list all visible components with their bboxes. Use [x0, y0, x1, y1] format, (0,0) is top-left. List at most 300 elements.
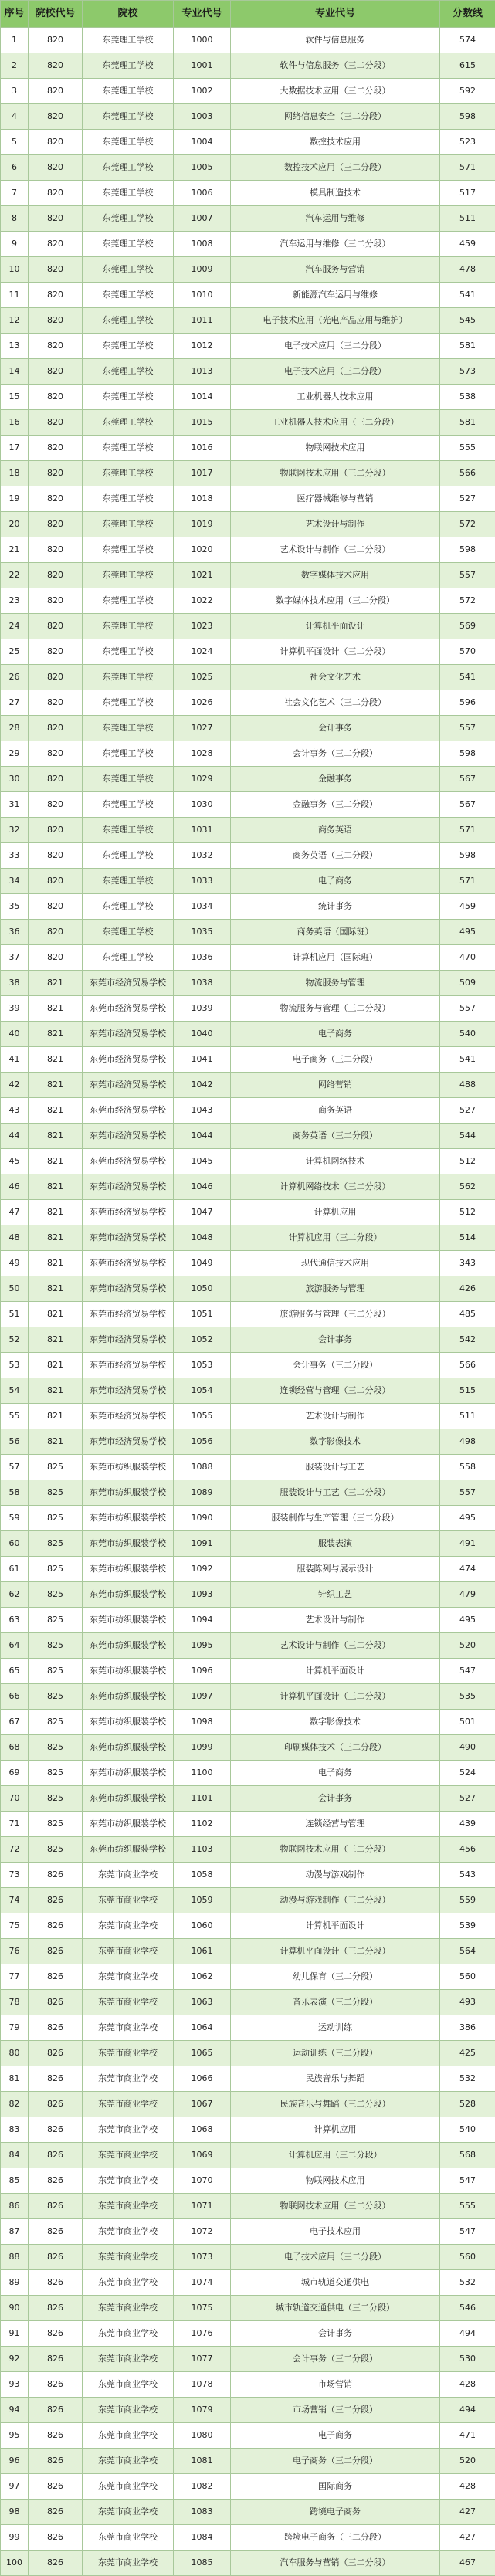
- cell-score: 491: [440, 1531, 495, 1557]
- table-row: [1, 1073, 495, 1098]
- table-row: [1, 537, 495, 563]
- cell-major: 电子技术应用（三二分段）: [231, 359, 440, 385]
- table-row: [1, 1429, 495, 1455]
- cell-score: 543: [440, 1863, 495, 1888]
- cell-school: 东莞市经济贸易学校: [83, 1429, 174, 1455]
- cell-major-code: 1030: [174, 792, 231, 818]
- cell-index: 26: [1, 665, 29, 690]
- cell-major: 计算机平面设计: [231, 1659, 440, 1684]
- cell-school: 东莞市纺织服装学校: [83, 1735, 174, 1761]
- cell-school-code: 826: [29, 2296, 83, 2321]
- table-row: [1, 1124, 495, 1149]
- cell-index: 85: [1, 2168, 29, 2194]
- table-row: [1, 690, 495, 716]
- cell-major: 运动训练: [231, 2015, 440, 2041]
- cell-index: 4: [1, 104, 29, 130]
- cell-major: 跨境电子商务（三二分段）: [231, 2525, 440, 2551]
- cell-score: 598: [440, 843, 495, 869]
- cell-major: 软件与信息服务（三二分段）: [231, 53, 440, 79]
- table-row: [1, 130, 495, 155]
- cell-index: 66: [1, 1684, 29, 1710]
- cell-major: 民族音乐与舞蹈: [231, 2066, 440, 2092]
- cell-major: 电子商务（三二分段）: [231, 2449, 440, 2474]
- cell-score: 562: [440, 1174, 495, 1200]
- cell-major: 电子商务: [231, 869, 440, 894]
- table-row: [1, 1149, 495, 1174]
- cell-school-code: 826: [29, 2168, 83, 2194]
- cell-school-code: 826: [29, 2347, 83, 2372]
- cell-school-code: 820: [29, 920, 83, 945]
- cell-major: 会计事务: [231, 1327, 440, 1353]
- cell-school: 东莞理工学校: [83, 563, 174, 588]
- cell-index: 65: [1, 1659, 29, 1684]
- cell-school-code: 821: [29, 1200, 83, 1225]
- cell-major-code: 1095: [174, 1633, 231, 1659]
- cell-school: 东莞理工学校: [83, 410, 174, 436]
- cell-school: 东莞市经济贸易学校: [83, 1124, 174, 1149]
- cell-major-code: 1075: [174, 2296, 231, 2321]
- cell-school-code: 821: [29, 1174, 83, 1200]
- table-row: [1, 1378, 495, 1404]
- table-row: [1, 1455, 495, 1480]
- cell-major: 幼儿保育（三二分段）: [231, 1964, 440, 1990]
- cell-school-code: 826: [29, 2321, 83, 2347]
- cell-index: 22: [1, 563, 29, 588]
- cell-school-code: 820: [29, 436, 83, 461]
- cell-index: 19: [1, 486, 29, 512]
- cell-major-code: 1018: [174, 486, 231, 512]
- cell-school: 东莞理工学校: [83, 181, 174, 206]
- cell-index: 83: [1, 2117, 29, 2143]
- cell-major-code: 1041: [174, 1047, 231, 1073]
- cell-school-code: 825: [29, 1786, 83, 1812]
- cell-score: 598: [440, 104, 495, 130]
- cell-major: 计算机应用: [231, 1200, 440, 1225]
- cell-major-code: 1001: [174, 53, 231, 79]
- cell-index: 51: [1, 1302, 29, 1327]
- cell-major-code: 1063: [174, 1990, 231, 2015]
- cell-index: 34: [1, 869, 29, 894]
- cell-major: 计算机平面设计: [231, 614, 440, 639]
- cell-major: 商务英语: [231, 1098, 440, 1124]
- cell-school: 东莞市商业学校: [83, 1888, 174, 1913]
- cell-school-code: 825: [29, 1633, 83, 1659]
- cell-major-code: 1029: [174, 767, 231, 792]
- cell-score: 615: [440, 53, 495, 79]
- cell-major: 新能源汽车运用与维修: [231, 283, 440, 308]
- cell-index: 23: [1, 588, 29, 614]
- cell-school-code: 821: [29, 1098, 83, 1124]
- cell-school: 东莞理工学校: [83, 894, 174, 920]
- cell-major: 服装表演: [231, 1531, 440, 1557]
- cell-major-code: 1069: [174, 2143, 231, 2168]
- cell-index: 75: [1, 1913, 29, 1939]
- cell-index: 98: [1, 2500, 29, 2525]
- cell-index: 46: [1, 1174, 29, 1200]
- header-major-code: 专业代号: [174, 1, 231, 28]
- cell-major: 汽车运用与维修: [231, 206, 440, 232]
- cell-score: 573: [440, 359, 495, 385]
- cell-school-code: 820: [29, 818, 83, 843]
- cell-major-code: 1028: [174, 741, 231, 767]
- cell-score: 557: [440, 563, 495, 588]
- cell-index: 84: [1, 2143, 29, 2168]
- cell-major-code: 1100: [174, 1761, 231, 1786]
- cell-score: 574: [440, 28, 495, 53]
- cell-school: 东莞市商业学校: [83, 1939, 174, 1964]
- cell-school: 东莞理工学校: [83, 767, 174, 792]
- cell-school-code: 820: [29, 206, 83, 232]
- cell-score: 568: [440, 2143, 495, 2168]
- cell-major: 物联网技术应用（三二分段）: [231, 2194, 440, 2219]
- cell-school: 东莞市商业学校: [83, 2015, 174, 2041]
- cell-major-code: 1050: [174, 1276, 231, 1302]
- cell-index: 38: [1, 971, 29, 996]
- cell-score: 535: [440, 1684, 495, 1710]
- cell-school: 东莞理工学校: [83, 385, 174, 410]
- cell-score: 517: [440, 181, 495, 206]
- cell-school: 东莞市商业学校: [83, 1863, 174, 1888]
- cell-school: 东莞市纺织服装学校: [83, 1659, 174, 1684]
- table-row: [1, 1480, 495, 1506]
- cell-school: 东莞市商业学校: [83, 2321, 174, 2347]
- cell-index: 100: [1, 2551, 29, 2576]
- cell-major-code: 1035: [174, 920, 231, 945]
- cell-school: 东莞市商业学校: [83, 2245, 174, 2270]
- cell-index: 89: [1, 2270, 29, 2296]
- cell-major-code: 1067: [174, 2092, 231, 2117]
- cell-school: 东莞市商业学校: [83, 2500, 174, 2525]
- cell-major-code: 1051: [174, 1302, 231, 1327]
- cell-major-code: 1052: [174, 1327, 231, 1353]
- cell-index: 45: [1, 1149, 29, 1174]
- cell-school: 东莞理工学校: [83, 232, 174, 257]
- cell-index: 42: [1, 1073, 29, 1098]
- cell-school-code: 820: [29, 843, 83, 869]
- cell-major: 艺术设计与制作: [231, 1608, 440, 1633]
- cell-school-code: 825: [29, 1608, 83, 1633]
- cell-school-code: 825: [29, 1531, 83, 1557]
- cell-index: 62: [1, 1582, 29, 1608]
- cell-school-code: 826: [29, 2500, 83, 2525]
- cell-school: 东莞市商业学校: [83, 2347, 174, 2372]
- cell-school: 东莞市纺织服装学校: [83, 1710, 174, 1735]
- cell-school-code: 821: [29, 1124, 83, 1149]
- cell-index: 30: [1, 767, 29, 792]
- cell-index: 61: [1, 1557, 29, 1582]
- cell-score: 532: [440, 2066, 495, 2092]
- cell-school: 东莞理工学校: [83, 359, 174, 385]
- cell-school: 东莞市经济贸易学校: [83, 1302, 174, 1327]
- cell-index: 29: [1, 741, 29, 767]
- cell-school: 东莞市商业学校: [83, 2474, 174, 2500]
- table-row: [1, 79, 495, 104]
- cell-major: 旅游服务与管理: [231, 1276, 440, 1302]
- cell-score: 527: [440, 486, 495, 512]
- cell-school-code: 820: [29, 894, 83, 920]
- cell-score: 592: [440, 79, 495, 104]
- cell-school-code: 820: [29, 53, 83, 79]
- cell-score: 494: [440, 2321, 495, 2347]
- cell-school: 东莞市商业学校: [83, 2398, 174, 2423]
- cell-school: 东莞理工学校: [83, 461, 174, 486]
- cell-major-code: 1079: [174, 2398, 231, 2423]
- table-row: [1, 1964, 495, 1990]
- cell-major-code: 1042: [174, 1073, 231, 1098]
- cell-school-code: 821: [29, 1429, 83, 1455]
- cell-major: 电子技术应用（三二分段）: [231, 334, 440, 359]
- table-row: [1, 1888, 495, 1913]
- table-row: [1, 436, 495, 461]
- cell-major: 数字媒体技术应用: [231, 563, 440, 588]
- cell-major: 计算机网络技术（三二分段）: [231, 1174, 440, 1200]
- cell-major-code: 1009: [174, 257, 231, 283]
- table-row: [1, 1302, 495, 1327]
- cell-index: 11: [1, 283, 29, 308]
- cell-school-code: 821: [29, 1353, 83, 1378]
- cell-major-code: 1032: [174, 843, 231, 869]
- cell-index: 55: [1, 1404, 29, 1429]
- cell-index: 7: [1, 181, 29, 206]
- cell-score: 527: [440, 1098, 495, 1124]
- cell-major: 物联网技术应用: [231, 2168, 440, 2194]
- table-row: [1, 818, 495, 843]
- cell-school-code: 825: [29, 1837, 83, 1863]
- table-row: [1, 334, 495, 359]
- cell-school: 东莞市纺织服装学校: [83, 1786, 174, 1812]
- cell-score: 386: [440, 2015, 495, 2041]
- cell-major-code: 1055: [174, 1404, 231, 1429]
- cell-major: 艺术设计与制作（三二分段）: [231, 537, 440, 563]
- cell-major-code: 1103: [174, 1837, 231, 1863]
- cell-school-code: 826: [29, 2245, 83, 2270]
- cell-major-code: 1017: [174, 461, 231, 486]
- cell-index: 97: [1, 2474, 29, 2500]
- cell-school-code: 820: [29, 792, 83, 818]
- table-row: [1, 1251, 495, 1276]
- cell-score: 581: [440, 334, 495, 359]
- cell-major: 艺术设计与制作: [231, 512, 440, 537]
- cell-score: 490: [440, 1735, 495, 1761]
- cell-major: 连锁经营与管理: [231, 1812, 440, 1837]
- table-row: [1, 1608, 495, 1633]
- cell-major: 汽车运用与维修（三二分段）: [231, 232, 440, 257]
- cell-major: 服装设计与工艺: [231, 1455, 440, 1480]
- cell-score: 474: [440, 1557, 495, 1582]
- header-major: 专业代号: [231, 1, 440, 28]
- cell-index: 58: [1, 1480, 29, 1506]
- cell-major-code: 1021: [174, 563, 231, 588]
- cell-school: 东莞市商业学校: [83, 2372, 174, 2398]
- cell-school-code: 825: [29, 1455, 83, 1480]
- cell-index: 36: [1, 920, 29, 945]
- cell-major: 物联网技术应用: [231, 436, 440, 461]
- cell-major: 商务英语（三二分段）: [231, 843, 440, 869]
- table-row: [1, 639, 495, 665]
- cell-major-code: 1045: [174, 1149, 231, 1174]
- cell-major-code: 1060: [174, 1913, 231, 1939]
- cell-school: 东莞市纺织服装学校: [83, 1608, 174, 1633]
- cell-major-code: 1097: [174, 1684, 231, 1710]
- cell-score: 485: [440, 1302, 495, 1327]
- cell-score: 541: [440, 283, 495, 308]
- cell-major: 计算机平面设计（三二分段）: [231, 1939, 440, 1964]
- cell-index: 91: [1, 2321, 29, 2347]
- cell-school: 东莞理工学校: [83, 614, 174, 639]
- cell-index: 28: [1, 716, 29, 741]
- cell-school-code: 820: [29, 639, 83, 665]
- cell-major-code: 1078: [174, 2372, 231, 2398]
- table-row: [1, 1812, 495, 1837]
- cell-major-code: 1102: [174, 1812, 231, 1837]
- cell-score: 428: [440, 2372, 495, 2398]
- cell-index: 72: [1, 1837, 29, 1863]
- cell-major: 电子商务: [231, 1022, 440, 1047]
- table-row: [1, 1276, 495, 1302]
- cell-major: 物联网技术应用（三二分段）: [231, 461, 440, 486]
- cell-major-code: 1058: [174, 1863, 231, 1888]
- table-row: [1, 1098, 495, 1124]
- cell-major: 国际商务: [231, 2474, 440, 2500]
- cell-school: 东莞理工学校: [83, 486, 174, 512]
- cell-score: 511: [440, 206, 495, 232]
- table-row: [1, 486, 495, 512]
- table-row: [1, 2372, 495, 2398]
- cell-major: 软件与信息服务: [231, 28, 440, 53]
- cell-index: 69: [1, 1761, 29, 1786]
- table-row: [1, 181, 495, 206]
- cell-index: 31: [1, 792, 29, 818]
- cell-score: 428: [440, 2474, 495, 2500]
- table-row: [1, 1582, 495, 1608]
- cell-school-code: 825: [29, 1710, 83, 1735]
- cell-school-code: 826: [29, 2551, 83, 2576]
- cell-school: 东莞市商业学校: [83, 2117, 174, 2143]
- cell-major: 数字影像技术: [231, 1429, 440, 1455]
- cell-major: 印刷媒体技术（三二分段）: [231, 1735, 440, 1761]
- cell-school: 东莞市纺织服装学校: [83, 1480, 174, 1506]
- cell-major-code: 1085: [174, 2551, 231, 2576]
- cell-index: 2: [1, 53, 29, 79]
- cell-major-code: 1033: [174, 869, 231, 894]
- cell-school: 东莞市纺织服装学校: [83, 1684, 174, 1710]
- cell-major-code: 1007: [174, 206, 231, 232]
- cell-index: 82: [1, 2092, 29, 2117]
- cell-major-code: 1024: [174, 639, 231, 665]
- cell-major-code: 1047: [174, 1200, 231, 1225]
- cell-major: 计算机应用（三二分段）: [231, 1225, 440, 1251]
- cell-index: 5: [1, 130, 29, 155]
- cell-major: 运动训练（三二分段）: [231, 2041, 440, 2066]
- cell-school-code: 821: [29, 1225, 83, 1251]
- cell-major-code: 1089: [174, 1480, 231, 1506]
- cell-school-code: 821: [29, 1251, 83, 1276]
- cell-school-code: 825: [29, 1557, 83, 1582]
- cell-index: 37: [1, 945, 29, 971]
- cell-major: 针织工艺: [231, 1582, 440, 1608]
- cell-school-code: 825: [29, 1659, 83, 1684]
- cell-major-code: 1093: [174, 1582, 231, 1608]
- table-row: [1, 1990, 495, 2015]
- cell-score: 495: [440, 1506, 495, 1531]
- cell-major-code: 1084: [174, 2525, 231, 2551]
- table-row: [1, 2525, 495, 2551]
- cell-school: 东莞市商业学校: [83, 2143, 174, 2168]
- table-row: [1, 716, 495, 741]
- cell-major: 旅游服务与管理（三二分段）: [231, 1302, 440, 1327]
- cell-score: 560: [440, 2245, 495, 2270]
- cell-major: 计算机平面设计（三二分段）: [231, 639, 440, 665]
- cell-index: 79: [1, 2015, 29, 2041]
- cell-score: 456: [440, 1837, 495, 1863]
- cell-score: 540: [440, 1022, 495, 1047]
- cell-major-code: 1053: [174, 1353, 231, 1378]
- cell-score: 528: [440, 2092, 495, 2117]
- table-row: [1, 1761, 495, 1786]
- cell-index: 49: [1, 1251, 29, 1276]
- cell-major-code: 1004: [174, 130, 231, 155]
- cell-score: 478: [440, 257, 495, 283]
- cell-school: 东莞理工学校: [83, 206, 174, 232]
- cell-school-code: 820: [29, 614, 83, 639]
- table-row: [1, 1022, 495, 1047]
- cell-major: 社会文化艺术（三二分段）: [231, 690, 440, 716]
- cell-index: 12: [1, 308, 29, 334]
- cell-major-code: 1094: [174, 1608, 231, 1633]
- cell-school: 东莞市纺织服装学校: [83, 1761, 174, 1786]
- cell-score: 479: [440, 1582, 495, 1608]
- cell-school-code: 821: [29, 971, 83, 996]
- cell-major: 医疗器械维修与营销: [231, 486, 440, 512]
- cell-school-code: 826: [29, 2143, 83, 2168]
- cell-score: 527: [440, 1786, 495, 1812]
- cell-school-code: 820: [29, 155, 83, 181]
- cell-school-code: 826: [29, 1939, 83, 1964]
- cell-school: 东莞理工学校: [83, 53, 174, 79]
- cell-school-code: 820: [29, 537, 83, 563]
- cell-index: 78: [1, 1990, 29, 2015]
- cell-score: 572: [440, 512, 495, 537]
- cell-major: 动漫与游戏制作（三二分段）: [231, 1888, 440, 1913]
- cell-score: 495: [440, 1608, 495, 1633]
- cell-major-code: 1011: [174, 308, 231, 334]
- cell-major-code: 1049: [174, 1251, 231, 1276]
- cell-school: 东莞市商业学校: [83, 2551, 174, 2576]
- cell-major: 计算机平面设计: [231, 1913, 440, 1939]
- cell-major: 会计事务: [231, 1786, 440, 1812]
- cell-major-code: 1082: [174, 2474, 231, 2500]
- table-row: [1, 2551, 495, 2576]
- cell-score: 425: [440, 2041, 495, 2066]
- cell-score: 567: [440, 767, 495, 792]
- cell-school-code: 821: [29, 1149, 83, 1174]
- cell-major: 商务英语: [231, 818, 440, 843]
- cell-major-code: 1023: [174, 614, 231, 639]
- cell-school: 东莞市商业学校: [83, 2041, 174, 2066]
- cell-major-code: 1091: [174, 1531, 231, 1557]
- table-row: [1, 1684, 495, 1710]
- table-row: [1, 410, 495, 436]
- cell-index: 13: [1, 334, 29, 359]
- cell-school: 东莞理工学校: [83, 665, 174, 690]
- cell-school-code: 821: [29, 1073, 83, 1098]
- cell-score: 570: [440, 639, 495, 665]
- cell-school: 东莞市纺织服装学校: [83, 1531, 174, 1557]
- table-row: [1, 1404, 495, 1429]
- cell-score: 581: [440, 410, 495, 436]
- table-row: [1, 283, 495, 308]
- table-row: [1, 2423, 495, 2449]
